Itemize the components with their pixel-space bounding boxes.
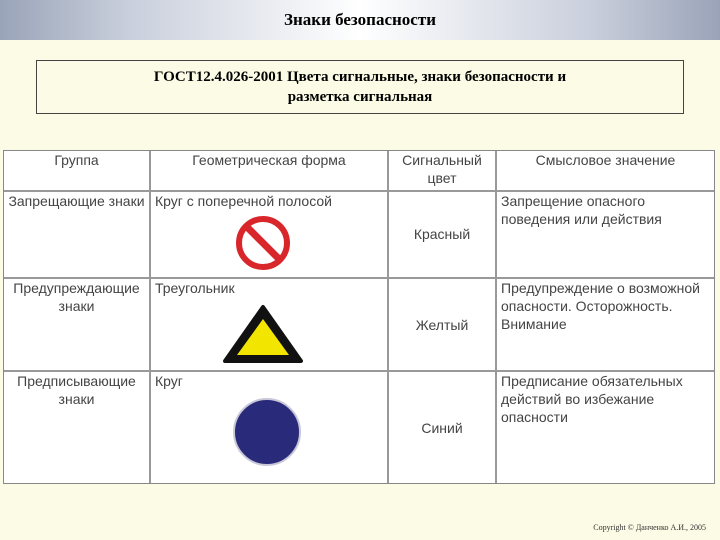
table-row xyxy=(4,191,714,278)
blue-circle-icon xyxy=(231,396,303,468)
header-group: Группа xyxy=(4,151,150,191)
prohibition-sign-icon xyxy=(233,216,293,270)
table-row xyxy=(4,371,714,483)
row-color: Красный xyxy=(388,191,496,278)
row-shape-cell xyxy=(150,278,388,371)
row-group: Запрещающие знаки xyxy=(4,191,150,278)
header-meaning: Смысловое значение xyxy=(496,151,714,191)
gost-box xyxy=(36,60,684,114)
row-color: Желтый xyxy=(388,278,496,371)
title-bar xyxy=(0,0,720,40)
warning-triangle-icon xyxy=(221,303,305,365)
row-group: Предупреждающие знаки xyxy=(4,278,150,371)
table-row xyxy=(4,278,714,371)
row-shape: Треугольник xyxy=(155,279,235,296)
safety-signs-table xyxy=(3,150,715,484)
row-shape-cell xyxy=(150,371,388,483)
row-meaning: Предписание обязательных действий во избежание опасности xyxy=(501,373,683,426)
copyright-text: Copyright © Данченко А.И., 2005 xyxy=(593,523,706,532)
table-header-row xyxy=(4,151,714,191)
row-meaning: Предупреждение о возможной опасности. Осторожность. Внимание xyxy=(496,278,714,371)
row-shape: Круг с поперечной полосой xyxy=(155,192,332,209)
gost-text: ГОСТ12.4.026-2001 Цвета сигнальные, знаки безопасности и разметка сигнальная xyxy=(153,69,567,105)
row-shape-cell xyxy=(150,191,388,278)
header-color: Сигнальный цвет xyxy=(388,151,496,191)
page-title: Знаки безопасности xyxy=(284,10,436,29)
row-meaning: Запрещение опасного поведения или действия xyxy=(496,191,714,278)
row-color: Синий xyxy=(388,371,496,483)
header-shape: Геометрическая форма xyxy=(150,151,388,191)
row-group: Предписывающие знаки xyxy=(4,371,150,483)
row-shape: Круг xyxy=(155,373,183,390)
